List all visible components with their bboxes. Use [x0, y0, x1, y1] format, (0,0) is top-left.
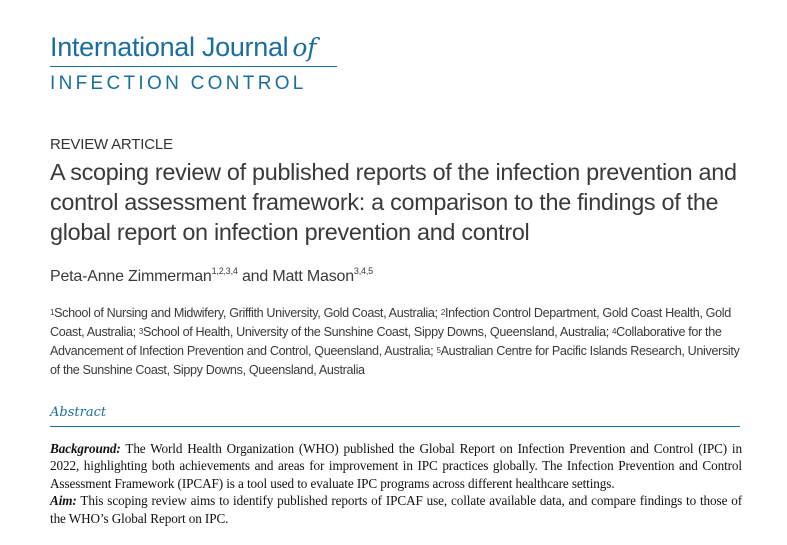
affiliation-text: Collaborative for the Advancement of Infection Prevention and Control, Queensland, Australia; [50, 325, 722, 358]
affiliations [50, 304, 750, 380]
author-list [50, 268, 373, 286]
affiliation-number: 1 [50, 308, 55, 317]
abstract-section-label: Aim: [50, 493, 77, 509]
abstract-section-text: This scoping review aims to identify published reports of IPCAF use, collate available data, and compare findings to those of the WHO’s Global Report on IPC. [50, 493, 742, 526]
abstract-heading: Abstract [50, 405, 107, 420]
journal-name-line1 [50, 30, 350, 65]
abstract-section-label: Background: [50, 441, 121, 456]
abstract-section-background [50, 440, 742, 492]
affiliation-number: 5 [436, 346, 441, 355]
affiliation-text: School of Nursing and Midwifery, Griffith University, Gold Coast, Australia; [54, 306, 438, 320]
abstract-section-aim [50, 492, 742, 527]
abstract-divider [50, 426, 740, 427]
journal-name-line2: INFECTION CONTROL [50, 73, 307, 94]
article-title: A scoping review of published reports of the infection prevention and control assessment framework: a comparison to the findings of the global report on infection prevention and control [50, 159, 737, 245]
affiliation-text: Infection Control Department, Gold Coast Health, Gold Coast, Australia; [50, 306, 731, 339]
author-name[interactable]: Matt Mason [272, 268, 354, 285]
author-name[interactable]: Peta-Anne Zimmerman [50, 268, 212, 285]
abstract-section-text: The World Health Organization (WHO) published the Global Report on Infection Prevention and Control (IPC) in 2022, highlighting both achievements and areas for improvement in IPC practices globally. The Infection Prevention and Control Assessment Framework (IPCAF) is a tool used to evaluate IPC programs across different healthcare settings. [50, 441, 742, 491]
abstract-body [50, 440, 742, 527]
author-affiliation-refs: 1,2,3,4 [211, 266, 238, 276]
journal-name-main: International Journal [50, 32, 289, 62]
affiliation-number: 4 [612, 327, 617, 336]
affiliation-text: School of Health, University of the Sunshine Coast, Sippy Downs, Queensland, Australia; [143, 325, 609, 339]
affiliation-number: 3 [138, 327, 144, 336]
affiliation-text: Australian Centre for Pacific Islands Research, University of the Sunshine Coast, Sippy Downs, Queensland, Australia [50, 344, 740, 377]
logo-divider [50, 66, 337, 67]
journal-logo[interactable] [50, 30, 350, 94]
journal-name-of: of [292, 33, 317, 62]
author-joiner: and [241, 268, 269, 285]
article-type: REVIEW ARTICLE [50, 136, 173, 153]
affiliation-number: 2 [440, 308, 445, 317]
author-affiliation-refs: 3,4,5 [353, 266, 373, 276]
